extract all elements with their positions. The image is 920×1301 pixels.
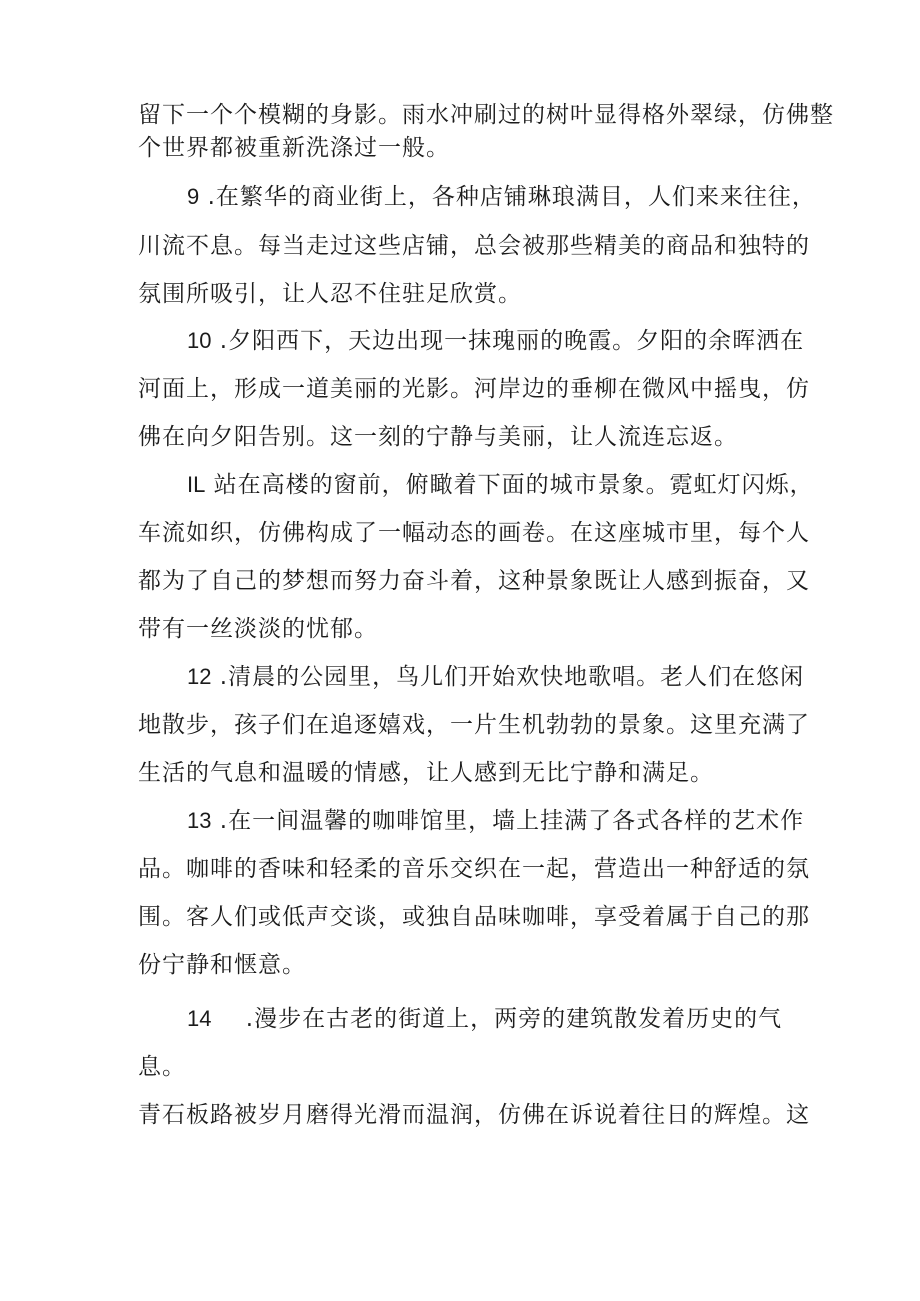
paragraph-text: .清晨的公园里，鸟儿们开始欢快地歌唱。老人们在悠闲 [219,664,805,690]
paragraph-line: 生活的气息和温暖的情感，让人感到无比宁静和满足。 [138,760,714,786]
paragraph-line: 河面上，形成一道美丽的光影。河岸边的垂柳在微风中摇曳，仿 [138,376,810,402]
paragraph-line: 佛在向夕阳告别。这一刻的宁静与美丽，让人流连忘返。 [138,424,738,450]
item-number: 13 [187,808,212,833]
paragraph-line: 围。客人们或低声交谈，或独自品味咖啡，享受着属于自己的那 [138,904,810,930]
paragraph-line: 留下一个个模糊的身影。雨水冲刷过的树叶显得格外翠绿，仿佛整 [138,102,834,128]
paragraph-line: 车流如织，仿佛构成了一幅动态的画卷。在这座城市里，每个人 [138,520,810,546]
paragraph-line: 都为了自己的梦想而努力奋斗着，这种景象既让人感到振奋，又 [138,568,810,594]
item-number: 12 [187,664,212,689]
paragraph-line: 品。咖啡的香味和轻柔的音乐交织在一起，营造出一种舒适的氛 [138,856,810,882]
paragraph-line: 带有一丝淡淡的忧郁。 [138,616,378,642]
paragraph-line: 份宁静和惬意。 [138,952,306,978]
paragraph-line: 个世界都被重新洗涤过一般。 [138,135,450,161]
paragraph-text: 站在高楼的窗前，俯瞰着下面的城市景象。霓虹灯闪烁， [213,472,814,498]
item-number: 9 [187,184,200,209]
paragraph-first-line [187,182,816,212]
paragraph-first-line [187,662,804,692]
paragraph-line: 氛围所吸引，让人忍不住驻足欣赏。 [138,281,522,307]
item-number: IL [187,472,206,497]
paragraph-first-line [187,326,804,356]
paragraph-first-line [187,470,814,500]
paragraph-line: 青石板路被岁月磨得光滑而温润，仿佛在诉说着往日的辉煌。这 [138,1102,810,1128]
paragraph-text: .夕阳西下，天边出现一抹瑰丽的晚霞。夕阳的余晖洒在 [219,328,805,354]
paragraph-first-line [187,1004,782,1034]
paragraph-line: 地散步，孩子们在追逐嬉戏，一片生机勃勃的景象。这里充满了 [138,712,810,738]
paragraph-line: 息。 [138,1054,186,1080]
paragraph-text: .在一间温馨的咖啡馆里，墙上挂满了各式各样的艺术作 [219,808,805,834]
paragraph-first-line [187,806,804,836]
item-number: 10 [187,328,212,353]
paragraph-text: .漫步在古老的街道上，两旁的建筑散发着历史的气 [245,1006,783,1032]
paragraph-text: .在繁华的商业街上，各种店铺琳琅满目，人们来来往往， [207,184,816,210]
item-number: 14 [187,1006,212,1031]
paragraph-line: 川流不息。每当走过这些店铺，总会被那些精美的商品和独特的 [138,233,810,259]
